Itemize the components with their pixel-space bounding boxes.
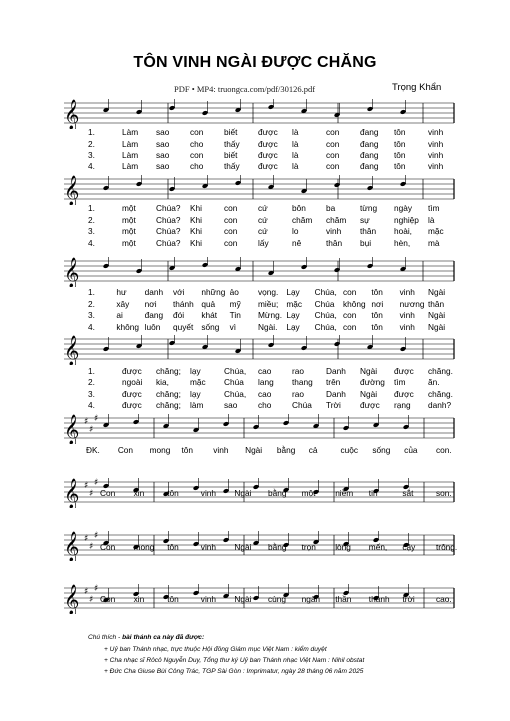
lyric-word: chăm	[292, 215, 313, 225]
lyric-word: Con	[100, 594, 116, 604]
composer-name: Trọng Khẩn	[392, 82, 442, 93]
lyric-word: bụi	[360, 238, 372, 248]
lyric-word: con	[224, 238, 238, 248]
lyric-word: tôn	[371, 322, 383, 332]
lyric-word: thân	[360, 226, 377, 236]
lyric-word: cứ	[258, 226, 268, 236]
lyric-word: vinh	[428, 127, 444, 137]
lyric-word: ba	[326, 203, 336, 213]
lyric-word: một	[122, 238, 136, 248]
lyric-word: của	[404, 445, 418, 455]
lyric-word: Chúa,	[314, 310, 337, 320]
lyric-word: lòng	[335, 542, 351, 552]
lyric-word: được	[258, 161, 278, 171]
treble-clef-icon: 𝄞	[64, 258, 80, 287]
verse-number: ĐK.	[86, 445, 100, 455]
lyric-word: sao	[156, 127, 170, 137]
lyric-word: mà	[428, 238, 440, 248]
sharp-icon: ♯	[89, 595, 94, 605]
lyric-word: Lạy	[286, 287, 300, 297]
lyric-word: thánh	[173, 299, 194, 309]
lyric-word: vinh	[399, 310, 415, 320]
verse-number: 2.	[88, 139, 95, 149]
staff	[58, 175, 456, 205]
lyric-word: được	[258, 139, 278, 149]
lyric-word: vinh	[200, 594, 217, 604]
lyric-word: biết	[224, 127, 238, 137]
verse-number: 1.	[88, 287, 95, 297]
lyric-word: chăm	[326, 215, 347, 225]
lyric-word: được	[122, 400, 142, 410]
staff	[58, 257, 456, 287]
lyric-word: trông.	[436, 542, 458, 552]
lyric-word: tìm	[428, 203, 440, 213]
lyric-word: tôn	[394, 150, 406, 160]
treble-clef-icon: 𝄞	[64, 585, 80, 614]
lyric-word: được	[122, 366, 142, 376]
lyric-word: con	[326, 150, 340, 160]
lyric-word: vì	[229, 322, 237, 332]
treble-clef-icon: 𝄞	[64, 532, 80, 561]
lyric-word: không	[343, 299, 366, 309]
lyric-word: thân	[326, 238, 343, 248]
lyric-word: trời	[402, 594, 415, 604]
lyric-word: bằng	[268, 488, 287, 498]
lyric-word: sao	[224, 400, 238, 410]
lyric-word: Danh	[326, 389, 346, 399]
lyric-word: con	[224, 203, 238, 213]
lyric-word: sắt	[402, 488, 414, 498]
lyric-word: cho	[190, 139, 204, 149]
lyric-word: sự	[360, 215, 370, 225]
lyric-word: hư	[116, 287, 127, 297]
staff	[58, 335, 456, 365]
lyric-word: đang	[360, 139, 379, 149]
lyric-word: tôn	[394, 127, 406, 137]
lyric-word: tôn	[181, 445, 193, 455]
lyric-word: đang	[144, 310, 164, 320]
lyric-word: mỹ	[229, 299, 241, 309]
lyric-word: bằng	[268, 542, 287, 552]
staff	[58, 584, 456, 614]
lyric-word: một	[122, 203, 136, 213]
lyric-word: một	[122, 226, 136, 236]
lyric-word: được	[258, 150, 278, 160]
lyric-word: son.	[436, 488, 452, 498]
lyric-word: tôn	[167, 542, 179, 552]
lyric-word: miều;	[258, 299, 279, 309]
treble-clef-icon: 𝄞	[64, 336, 80, 365]
lyric-word: được	[258, 127, 278, 137]
lyric-word: đang	[360, 150, 379, 160]
lyric-word: thấy	[224, 161, 240, 171]
treble-clef-icon: 𝄞	[64, 100, 80, 129]
lyric-word: không	[116, 322, 139, 332]
lyric-word: lạy	[190, 366, 201, 376]
sharp-icon: ♯	[84, 587, 89, 597]
lyric-word: một	[122, 215, 136, 225]
lyric-word: con	[224, 226, 238, 236]
verse-number: 1.	[88, 203, 95, 213]
verse-number: 3.	[88, 310, 95, 320]
lyric-word: đường	[360, 377, 385, 387]
verse-number: 4.	[88, 322, 95, 332]
lyric-word: Con	[117, 445, 134, 455]
lyric-word: rạng	[394, 400, 411, 410]
lyric-word: Chúa,	[314, 287, 337, 297]
lyric-word: Danh	[326, 366, 346, 376]
lyric-word: con	[326, 127, 340, 137]
lyric-word: ai	[116, 310, 123, 320]
sharp-icon: ♯	[89, 425, 94, 435]
lyric-word: vinh	[200, 488, 217, 498]
lyric-word: mong	[149, 445, 171, 455]
lyric-word: Con	[100, 488, 116, 498]
lyric-word: khát	[201, 310, 218, 320]
lyric-word: Con	[100, 542, 116, 552]
lyric-word: ngàn	[301, 594, 321, 604]
footer-item: + Đức Cha Giuse Bùi Công Trác, TGP Sài Gòn : Imprimatur, ngày 28 tháng 06 năm 2025	[104, 668, 364, 675]
lyric-word: trọn	[301, 542, 316, 552]
sharp-icon: ♯	[84, 534, 89, 544]
lyric-word: cho	[190, 161, 204, 171]
lyric-word: với	[173, 287, 185, 297]
sharp-icon: ♯	[89, 489, 94, 499]
lyric-word: Lạy	[286, 310, 300, 320]
verse-number: 3.	[88, 389, 95, 399]
lyric-word: thang	[292, 377, 313, 387]
lyric-word: Làm	[122, 161, 139, 171]
sharp-icon: ♯	[84, 417, 89, 427]
lyric-word: cứ	[258, 203, 268, 213]
verse-number: 4.	[88, 400, 95, 410]
lyric-word: con	[343, 287, 357, 297]
verse-number: 3.	[88, 226, 95, 236]
verse-number: 3.	[88, 150, 95, 160]
lyric-word: con	[343, 310, 357, 320]
staff	[58, 99, 456, 129]
lyric-word: Chúa,	[224, 389, 247, 399]
lyric-word: mong	[133, 542, 155, 552]
lyric-word: chăng;	[156, 389, 181, 399]
lyric-word: lạy	[190, 389, 201, 399]
lyric-word: con.	[436, 445, 452, 455]
lyric-word: đang	[360, 161, 379, 171]
lyric-word: Chúa	[224, 377, 244, 387]
lyric-word: Khi	[190, 238, 202, 248]
lyric-word: từng	[360, 203, 378, 213]
lyric-word: thân	[428, 299, 445, 309]
verse-number: 4.	[88, 161, 95, 171]
lyric-word: Mừng.	[258, 310, 282, 320]
lyric-word: nương	[399, 299, 425, 309]
sharp-icon: ♯	[89, 542, 94, 552]
verse-number: 1.	[88, 366, 95, 376]
lyric-word: đói	[173, 310, 185, 320]
treble-clef-icon: 𝄞	[64, 176, 80, 205]
footer-item: + Cha nhạc sĩ Rôcô Nguyễn Duy, Tổng thư ký Uỷ ban Thánh nhạc Việt Nam : Nihil obstat	[104, 657, 365, 664]
footer-item: + Uỷ ban Thánh nhạc, trực thuộc Hội đồng Giám mục Việt Nam : kiểm duyệt	[104, 646, 327, 653]
lyric-word: thấy	[224, 139, 240, 149]
treble-clef-icon: 𝄞	[64, 415, 80, 444]
footer-heading-bold: bài thánh ca này đã được:	[122, 634, 205, 641]
lyric-word: sao	[156, 150, 170, 160]
lyric-word: lo	[292, 226, 299, 236]
lyric-word: cho	[258, 400, 272, 410]
lyric-word: danh?	[428, 400, 452, 410]
lyric-word: được	[394, 366, 414, 376]
lyric-word: xin	[133, 488, 145, 498]
lyric-word: Chúa?	[156, 203, 181, 213]
verse-number: 2.	[88, 299, 95, 309]
lyric-word: ảo	[229, 287, 239, 297]
staff	[58, 478, 456, 508]
lyric-word: vinh	[200, 542, 217, 552]
lyric-word: Ngài	[360, 389, 378, 399]
lyric-word: tin	[368, 488, 378, 498]
lyric-word: biết	[224, 150, 238, 160]
lyric-word: Tin	[229, 310, 241, 320]
lyric-word: vinh	[428, 139, 444, 149]
lyric-word: thánh	[368, 594, 390, 604]
lyric-word: Ngài	[360, 366, 378, 376]
lyric-word: thần	[335, 594, 352, 604]
lyric-word: hoài,	[394, 226, 412, 236]
lyric-word: vinh	[326, 226, 342, 236]
lyric-word: nơi	[371, 299, 384, 309]
lyric-word: vinh	[213, 445, 229, 455]
lyric-word: Chúa,	[314, 322, 337, 332]
lyric-word: Ngài	[234, 488, 252, 498]
lyric-word: Chúa,	[224, 366, 247, 376]
lyric-word: cứ	[258, 215, 268, 225]
source-link[interactable]: PDF • MP4: truongca.com/pdf/30126.pdf	[174, 84, 316, 94]
lyric-word: Chúa	[314, 299, 335, 309]
lyric-word: con	[343, 322, 357, 332]
lyric-word: là	[292, 161, 299, 171]
lyric-word: cả	[308, 445, 318, 455]
sharp-icon: ♯	[84, 481, 89, 491]
lyric-word: Ngài	[234, 542, 252, 552]
lyric-word: Ngài	[234, 594, 252, 604]
lyric-word: lang	[258, 377, 274, 387]
lyric-word: được	[394, 389, 414, 399]
lyric-word: mặc	[428, 226, 444, 236]
lyric-word: tôn	[394, 161, 406, 171]
lyric-word: chăng;	[156, 400, 181, 410]
lyric-word: cao	[258, 389, 272, 399]
lyric-word: tôn	[167, 488, 179, 498]
lyric-word: cao.	[436, 594, 452, 604]
lyric-word: ngày	[394, 203, 412, 213]
lyric-word: Làm	[122, 127, 139, 137]
lyric-word: ăn.	[428, 377, 440, 387]
lyric-word: mặc	[286, 299, 303, 309]
lyric-word: con	[224, 215, 238, 225]
lyric-word: ngoài	[122, 377, 143, 387]
lyric-word: cuộc	[340, 445, 359, 455]
lyric-word: Chúa?	[156, 238, 181, 248]
sharp-icon: ♯	[94, 478, 99, 488]
lyric-word: tìm	[394, 377, 406, 387]
lyric-word: tôn	[371, 287, 383, 297]
lyric-word: vinh	[428, 150, 444, 160]
lyric-word: mặc	[190, 377, 206, 387]
lyric-word: là	[292, 127, 299, 137]
lyric-word: kia,	[156, 377, 169, 387]
lyric-word: Ngài	[428, 287, 446, 297]
lyric-word: tôn	[371, 310, 383, 320]
lyric-word: nghiệp	[394, 215, 419, 225]
song-title: TÔN VINH NGÀI ĐƯỢC CHĂNG	[133, 54, 377, 71]
lyric-word: Ngài	[245, 445, 263, 455]
lyric-word: cao	[258, 366, 272, 376]
lyric-word: quyết	[173, 322, 194, 332]
lyric-word: cùng	[268, 594, 286, 604]
lyric-word: con	[326, 161, 340, 171]
lyric-word: nơi	[144, 299, 157, 309]
lyric-word: Chúa?	[156, 226, 181, 236]
lyric-word: Làm	[122, 139, 139, 149]
lyric-word: Ngài	[428, 310, 446, 320]
lyric-word: quả	[201, 299, 216, 309]
lyric-word: Trời	[326, 400, 341, 410]
lyric-word: Khi	[190, 203, 202, 213]
lyric-word: xin	[133, 594, 145, 604]
lyric-word: trên	[326, 377, 341, 387]
lyric-word: vinh	[428, 161, 444, 171]
lyric-word: danh	[144, 287, 164, 297]
verse-number: 2.	[88, 215, 95, 225]
lyric-word: là	[292, 150, 299, 160]
lyric-word: hèn,	[394, 238, 411, 248]
footer-heading	[88, 634, 204, 641]
lyric-word: sao	[156, 161, 170, 171]
lyric-word: vinh	[399, 287, 415, 297]
lyric-word: được	[122, 389, 142, 399]
lyric-word: luôn	[144, 322, 161, 332]
lyric-word: niềm	[335, 488, 354, 498]
lyric-word: mến,	[368, 542, 388, 552]
lyric-word: vọng.	[258, 287, 279, 297]
sharp-icon: ♯	[94, 531, 99, 541]
lyric-word: sống	[372, 445, 391, 455]
lyric-word: Chúa	[292, 400, 312, 410]
footer-label: Chú thích -	[88, 634, 121, 641]
staff	[58, 531, 456, 561]
verse-number: 1.	[88, 127, 95, 137]
lyric-word: cậy	[402, 542, 416, 552]
lyric-word: sống	[201, 322, 220, 332]
sharp-icon: ♯	[94, 414, 99, 424]
lyric-word: chăng.	[428, 389, 453, 399]
lyric-word: những	[201, 287, 226, 297]
lyric-word: tôn	[394, 139, 406, 149]
lyric-word: lấy	[258, 238, 269, 248]
lyric-word: sao	[156, 139, 170, 149]
lyric-word: được	[360, 400, 380, 410]
lyric-word: nê	[292, 238, 302, 248]
lyric-word: Ngài	[428, 322, 446, 332]
lyric-word: tôn	[167, 594, 179, 604]
lyric-word: con	[190, 150, 204, 160]
lyric-word: một	[301, 488, 316, 498]
lyric-word: Làm	[122, 150, 139, 160]
lyric-word: bằng	[276, 445, 296, 455]
lyric-word: bôn	[292, 203, 306, 213]
lyric-word: con	[326, 139, 340, 149]
lyric-word: chăng.	[428, 366, 453, 376]
verse-number: 4.	[88, 238, 95, 248]
lyric-word: đang	[360, 127, 379, 137]
lyric-word: chăng;	[156, 366, 181, 376]
lyric-word: con	[190, 127, 204, 137]
lyric-word: Lạy	[286, 322, 300, 332]
lyric-word: Chúa?	[156, 215, 181, 225]
lyric-word: rao	[292, 366, 304, 376]
lyric-word: là	[292, 139, 299, 149]
lyric-word: xây	[116, 299, 130, 309]
staff	[58, 414, 456, 444]
sharp-icon: ♯	[94, 584, 99, 594]
lyric-word: là	[428, 215, 435, 225]
lyric-word: Khi	[190, 226, 202, 236]
verse-number: 2.	[88, 377, 95, 387]
lyric-word: vinh	[399, 322, 415, 332]
lyric-word: Ngài.	[258, 322, 278, 332]
lyric-word: rao	[292, 389, 304, 399]
lyric-word: làm	[190, 400, 204, 410]
lyric-word: Khi	[190, 215, 202, 225]
treble-clef-icon: 𝄞	[64, 479, 80, 508]
